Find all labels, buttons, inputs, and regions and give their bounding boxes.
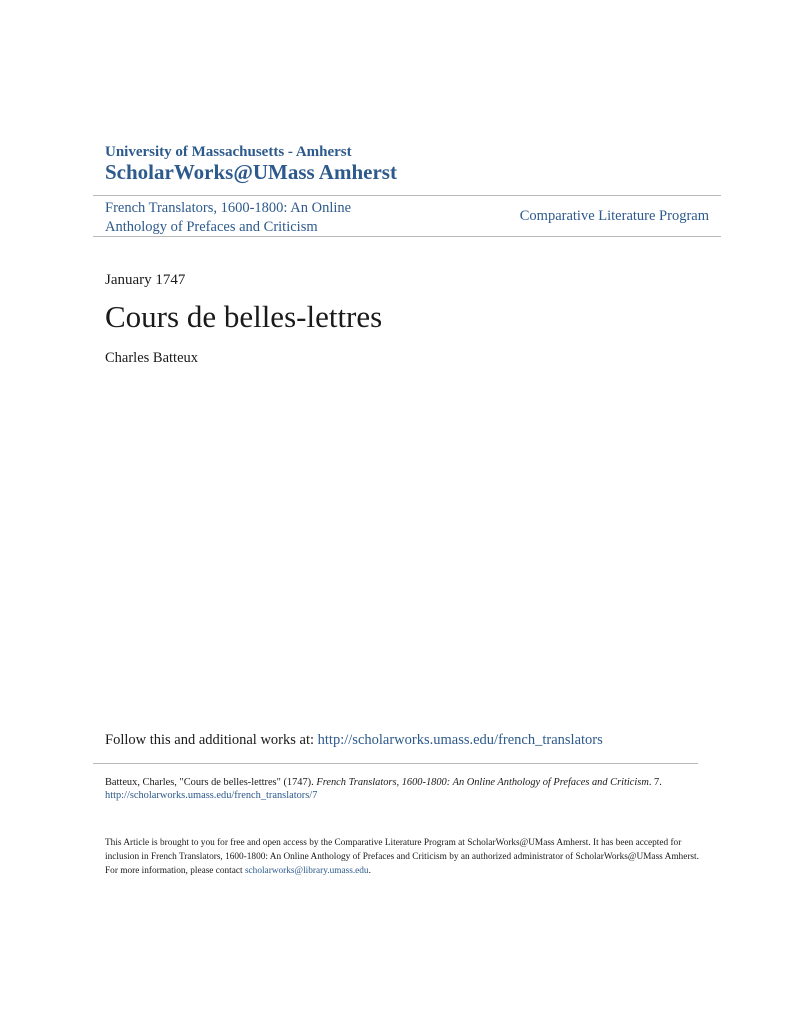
citation-url-link[interactable]: http://scholarworks.umass.edu/french_translators/7 [105, 790, 318, 801]
follow-line [105, 732, 603, 749]
citation-suffix: . 7. [648, 777, 662, 788]
article-author: Charles Batteux [105, 350, 199, 366]
series-link-line1[interactable]: French Translators, 1600-1800: An Online [105, 200, 352, 216]
follow-label: Follow this and additional works at: [105, 732, 315, 748]
citation-journal: French Translators, 1600-1800: An Online Anthology of Prefaces and Criticism [316, 777, 649, 788]
access-notice [105, 836, 705, 878]
series-link[interactable] [105, 199, 405, 237]
citation-link-line [105, 790, 317, 801]
follow-divider [93, 763, 698, 764]
citation [105, 775, 662, 790]
header-divider-top [93, 195, 721, 196]
notice-end: . [368, 866, 371, 876]
publication-date: January 1747 [105, 272, 186, 288]
citation-prefix: Batteux, Charles, "Cours de belles-lettres" (1747). [105, 777, 314, 788]
repository-name[interactable]: ScholarWorks@UMass Amherst [105, 160, 397, 184]
series-link-line2[interactable]: Anthology of Prefaces and Criticism [105, 219, 318, 235]
contact-email-link[interactable]: scholarworks@library.umass.edu [244, 866, 369, 876]
collection-link[interactable]: http://scholarworks.umass.edu/french_translators [317, 732, 603, 748]
institution-name: University of Massachusetts - Amherst [105, 144, 352, 160]
program-link[interactable] [520, 208, 709, 225]
notice-text: This Article is brought to you for free and open access by the Comparative Literature Program at ScholarWorks@UMass Amherst. It has been accepted for inclusion in French Translators, 1600-1800: An Online Anthology of Prefaces and Criticism by an authorized administrator of ScholarWorks@UMass Amherst. For more information, please contact [105, 838, 699, 876]
program-link-text[interactable]: Comparative Literature Program [519, 208, 709, 224]
header-divider-bottom [93, 236, 721, 237]
article-title: Cours de belles-lettres [105, 299, 383, 334]
